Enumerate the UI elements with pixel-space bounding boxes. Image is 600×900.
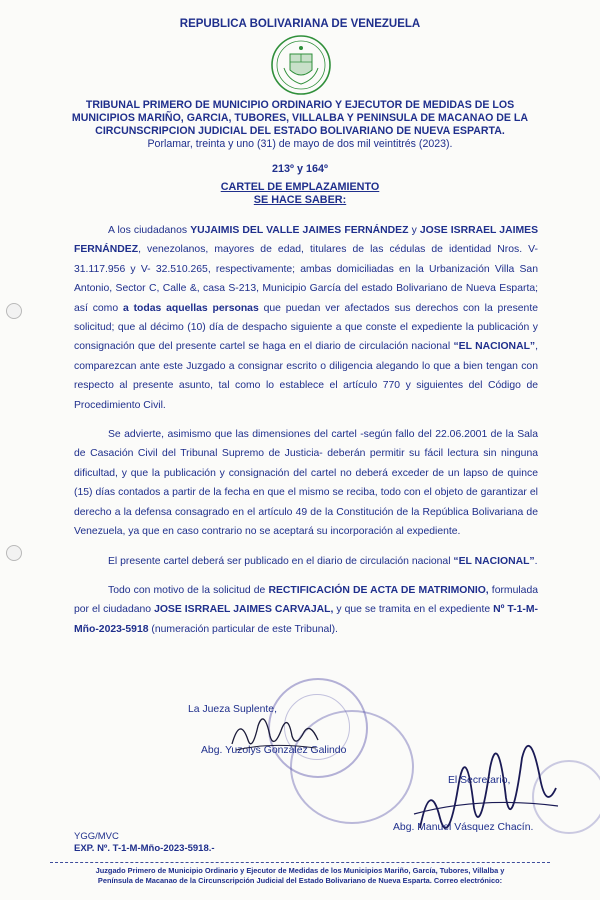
paragraph-2: Se advierte, asimismo que las dimensiones del cartel -según fallo del 22.06.2001 de la Sala de Casación Civil del Tribunal Supremo de Justicia- deberán permitir su fácil lectura sin ninguna dificultad, y que la publicación y consignación del cartel no deberá exceder de un lapso de quince (15) días contados a partir de la fecha en que el mismo se reciba, todo con el objeto de garantizar el derecho a la defensa consagrado en el artículo 49 de la Constitución de la República Bolivariana de Venezuela, ya que en caso contrario no se aceptará su incorporación al expediente. bbox=[74, 429, 538, 538]
title-se-hace-saber: SE HACE SABER: bbox=[253, 194, 347, 206]
paragraph-4: Todo con motivo de la solicitud de RECTIFICACIÓN DE ACTA DE MATRIMONIO, formulada por el ciudadano JOSE ISRRAEL JAIMES CARVAJAL, y que se tramita en el expediente Nº T-1-M-Mño-2023-5918 (numeración particular de este Tribunal). bbox=[74, 584, 539, 635]
court-heading: TRIBUNAL PRIMERO DE MUNICIPIO ORDINARIO Y EJECUTOR DE MEDIDAS DE LOS MUNICIPIOS MARIÑO, GARCIA, TUBORES, VILLALBA Y PENINSULA DE MACANAO DE LA CIRCUNSCRIPCION JUDICIAL DEL ESTADO BOLIVARIANO DE NUEVA ESPARTA. bbox=[71, 99, 529, 137]
title-cartel: CARTEL DE EMPLAZAMIENTO bbox=[220, 181, 380, 193]
footer-divider bbox=[50, 862, 550, 863]
punch-hole-2 bbox=[6, 545, 22, 561]
footer-text: Juzgado Primero de Municipio Ordinario y Ejecutor de Medidas de los Municipios Mariño, García, Tubores, Villalba y Península de Macanao de la Circunscripción Judicial del Estado Bolivariano de Nueva Esparta. Correo electrónico: bbox=[95, 866, 505, 885]
document-title bbox=[0, 181, 600, 207]
secretary-title: El Secretario, bbox=[448, 775, 511, 786]
date-line: Porlamar, treinta y uno (31) de mayo de dos mil veintitrés (2023). bbox=[147, 138, 453, 150]
paragraph-3: El presente cartel deberá ser publicado en el diario de circulación nacional “EL NACIONAL”. bbox=[108, 555, 538, 567]
secretary-signature bbox=[410, 718, 560, 848]
judge-title: La Jueza Suplente, bbox=[188, 704, 277, 715]
expediente-number: EXP. Nº. T-1-M-Mño-2023-5918.- bbox=[74, 843, 215, 854]
coat-of-arms-seal bbox=[270, 34, 332, 96]
initials: YGG/MVC bbox=[74, 831, 119, 842]
paragraph-1: A los ciudadanos YUJAIMIS DEL VALLE JAIMES FERNÁNDEZ y JOSE ISRRAEL JAIMES FERNÁNDEZ, venezolanos, mayores de edad, titulares de las cédulas de identidad Nros. V- 31.117.956 y V- 32.510.265, respectivamente; ambas domiciliadas en la Urbanización Villa San Antonio, Sector C, Calle &, casa S-213, Municipio García del estado Bolivariano de Nueva Esparta; así como a todas aquellas personas que puedan ver afectados sus derechos con la presente solicitud; que al décimo (10) día de despacho siguiente a que conste el expediente la publicación y consignación que del presente cartel se haga en el diario de circulación nacional “EL NACIONAL”, comparezcan ante este Juzgado a consignar escrito o diligencia alegando lo que a bien tengan con respecto al presente asunto, tal como lo establece el artículo 770 y siguientes del Código de Procedimiento Civil. bbox=[74, 225, 539, 411]
republic-heading: REPUBLICA BOLIVARIANA DE VENEZUELA bbox=[179, 18, 421, 30]
document-body bbox=[74, 221, 538, 649]
independence-years: 213º y 164º bbox=[272, 163, 328, 175]
judge-name: Abg. Yuzolys González Galindo bbox=[201, 745, 347, 756]
punch-hole-1 bbox=[6, 303, 22, 319]
judge-signature bbox=[230, 706, 320, 756]
secretary-name: Abg. Manuel Vásquez Chacín. bbox=[393, 822, 534, 833]
